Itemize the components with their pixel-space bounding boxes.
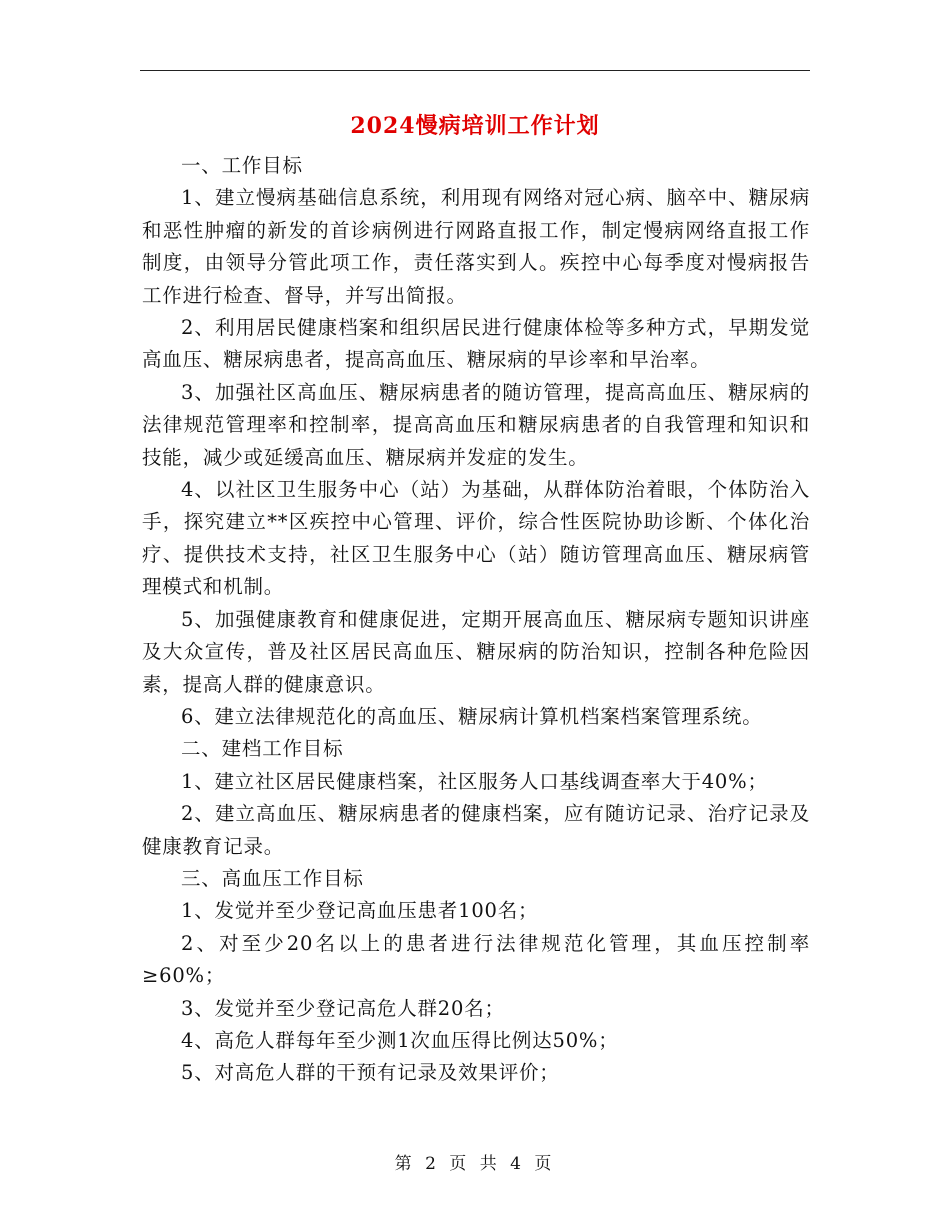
paragraph-hypertension-2: 2、对至少20名以上的患者进行法律规范化管理，其血压控制率≥60%； [142,931,810,988]
paragraph-goal-2: 2、利用居民健康档案和组织居民进行健康体检等多种方式，早期发觉高血压、糖尿病患者，提高高血压、糖尿病的早诊率和早治率。 [142,316,810,372]
paragraph-goal-6: 6、建立法律规范化的高血压、糖尿病计算机档案档案管理系统。 [181,704,763,728]
paragraph-hypertension-1: 1、发觉并至少登记高血压患者100名； [181,899,539,923]
paragraph-hypertension-4: 4、高危人群每年至少测1次血压得比例达50%； [181,1028,619,1052]
paragraph-goal-4: 4、以社区卫生服务中心（站）为基础，从群体防治着眼，个体防治入手，探究建立**区疾控中心管理、评价，综合性医院协助诊断、个体化治疗、提供技术支持，社区卫生服务中心（站）随访管理高血压、糖尿病管理模式和机制。 [142,478,810,599]
paragraph-goal-5: 5、加强健康教育和健康促进，定期开展高血压、糖尿病专题知识讲座及大众宣传，普及社区居民高血压、糖尿病的防治知识，控制各种危险因素，提高人群的健康意识。 [142,607,810,696]
paragraph-goal-3: 3、加强社区高血压、糖尿病患者的随访管理，提高高血压、糖尿病的法律规范管理率和控制率，提高高血压和糖尿病患者的自我管理和知识和技能，减少或延缓高血压、糖尿病并发症的发生。 [142,380,810,469]
document-body [142,150,810,1090]
page-number: 第 2 页 共 4 页 [394,1154,556,1174]
section-heading-hypertension: 三、高血压工作目标 [181,866,364,890]
paragraph-hypertension-3: 3、发觉并至少登记高危人群20名； [181,996,505,1020]
header-rule [140,70,810,71]
section-heading-goals: 一、工作目标 [181,154,303,177]
paragraph-goal-1: 1、建立慢病基础信息系统，利用现有网络对冠心病、脑卒中、糖尿病和恶性肿瘤的新发的首诊病例进行网路直报工作，制定慢病网络直报工作制度，由领导分管此项工作，责任落实到人。疾控中心每季度对慢病报告工作进行检查、督导，并写出简报。 [142,186,810,307]
section-heading-records: 二、建档工作目标 [181,737,344,761]
paragraph-hypertension-5: 5、对高危人群的干预有记录及效果评价； [181,1061,560,1085]
paragraph-records-2: 2、建立高血压、糖尿病患者的健康档案，应有随访记录、治疗记录及健康教育记录。 [142,802,810,858]
paragraph-records-1: 1、建立社区居民健康档案，社区服务人口基线调查率大于40%； [181,769,768,793]
document-title: 2024慢病培训工作计划 [350,113,600,139]
